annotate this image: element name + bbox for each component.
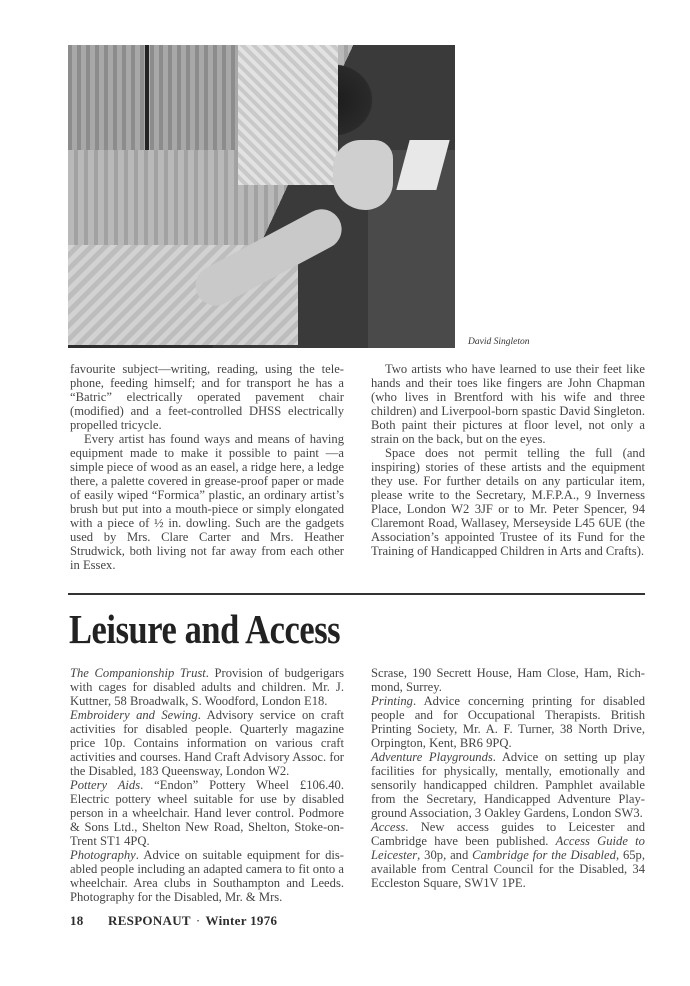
article-left-column: [70, 362, 344, 572]
paragraph: Every artist has found ways and means of having equipment made to make it possible to paint —a simple piece of wood as an easel, a ridge here, a ledge there, a palette covered in grease-proof paper or made of easily wiped “Formica” plastic, an ordinary artist’s brush but put into a mouth-piece or simply elongated with a piece of ½ in. dowling. Such are the gadgets used by Mrs. Clare Carter and Mrs. Heather Strudwick, both living not far away from each other in Essex.: [70, 432, 344, 572]
publication-name: RESPONAUT: [108, 913, 191, 928]
listing-item: [371, 694, 645, 750]
guide-title: Cambridge for the Disabled: [472, 848, 616, 862]
listing-body: . Advice concerning printing for disabled people and for Occupational Therapists. British Printing Society, Mr. A. F. Turner, 38 North Drive, Orpington, Kent, BR6 9PQ.: [371, 694, 645, 750]
listing-body: . Provision of budgerigars with cages for disabled adults and children. Mr. J. Kuttner, 58 Broadwalk, S. Woodford, London E18.: [70, 666, 344, 708]
listing-title: The Companionship Trust: [70, 666, 206, 680]
issue-date: Winter 1976: [205, 913, 278, 928]
listing-continuation: Scrase, 190 Secrett House, Ham Close, Ham, Richmond, Surrey.: [371, 666, 645, 694]
guide-title: Access Guide to Leicester: [371, 834, 645, 862]
section-heading: Leisure and Access: [69, 606, 341, 652]
listing-body: . New access guides to Leicester and Cambridge have been published.: [371, 820, 645, 848]
photo-lace-curtain: [238, 45, 338, 185]
listing-body: . Advisory service on craft activities for disabled people. Quarterly magazine price 10p. Contains information on various craft activities and courses. Hand Craft Advisory Assoc. for the Disabled, 183 Queensway, London W2.: [70, 708, 344, 778]
article-photo: [68, 45, 455, 348]
paragraph: Space does not permit telling the full (and inspiring) stories of these artists and the equipment they use. For further details on any particular item, please write to the Secretary, M.F.P.A., 9 Inverness Place, London W2 3JF or to Mr. Peter Spencer, 94 Claremont Road, Wallasey, Merseyside L45 6UE (the Association’s appointed Trustee of its Fund for the Training of Handicapped Children in Arts and Crafts).: [371, 446, 645, 558]
listing-body: . Advice on suitable equipment for disabled people including an adapted camera to fit onto a wheelchair. Area clubs in Southampton and Leeds. Photography for the Disabled, Mr. & Mrs.: [70, 848, 344, 904]
footer-separator: ·: [195, 913, 201, 928]
listings-left-column: [70, 666, 344, 904]
listing-title: Pottery Aids: [70, 778, 141, 792]
photo-face: [333, 140, 393, 210]
section-divider: [68, 593, 645, 595]
listings-right-column: [371, 666, 645, 890]
photo-curtain-right: [150, 45, 238, 150]
listing-body: . “Endon” Pottery Wheel £106.40. Electric pottery wheel suitable for use by disabled person in a wheelchair. Hand lever control. Podmore & Sons Ltd., Shelton New Road, Shelton, Stoke-on-Trent ST1 4PQ.: [70, 778, 344, 848]
listing-title: Printing: [371, 694, 413, 708]
photo-curtain-left: [68, 45, 146, 150]
listing-title: Embroidery and Sewing: [70, 708, 198, 722]
listing-body: , 65p, available from Central Council for the Disabled, 34 Eccleston Square, SW1V 1PE.: [371, 848, 645, 890]
listing-title: Photography: [70, 848, 136, 862]
listing-item: [70, 666, 344, 708]
listing-item: [70, 778, 344, 848]
listing-title: Access: [371, 820, 406, 834]
listing-body: . Advice on setting up play facilities for physically, mentally, emotionally and sensorily handicapped children. Pamphlet available from the Secretary, Handicapped Adventure Playground Association, 3 Oakley Gardens, London SW3.: [371, 750, 645, 820]
listing-item: [70, 848, 344, 904]
photo-curtain-rod: [145, 45, 149, 150]
listing-item: [371, 750, 645, 820]
listing-item: [70, 708, 344, 778]
page-number: 18: [70, 913, 84, 928]
paragraph: Two artists who have learned to use their feet like hands and their toes like fingers are John Chapman (who lives in Brentford with his wife and three children) and Liverpool-born spastic David Singleton. Both paint their pictures at floor level, not only a strain on the back, but on the eyes.: [371, 362, 645, 446]
photo-caption: David Singleton: [468, 337, 530, 347]
paragraph: favourite subject—writing, reading, using the telephone, feeding himself; and for transport he has a “Batric” electrically operated pavement chair (modified) and a feet-controlled DHSS electrically propelled tricycle.: [70, 362, 344, 432]
page-footer: [70, 913, 277, 929]
listing-title: Adventure Playgrounds: [371, 750, 493, 764]
article-right-column: [371, 362, 645, 558]
listing-item-access: [371, 820, 645, 890]
listing-body: , 30p, and: [417, 848, 473, 862]
